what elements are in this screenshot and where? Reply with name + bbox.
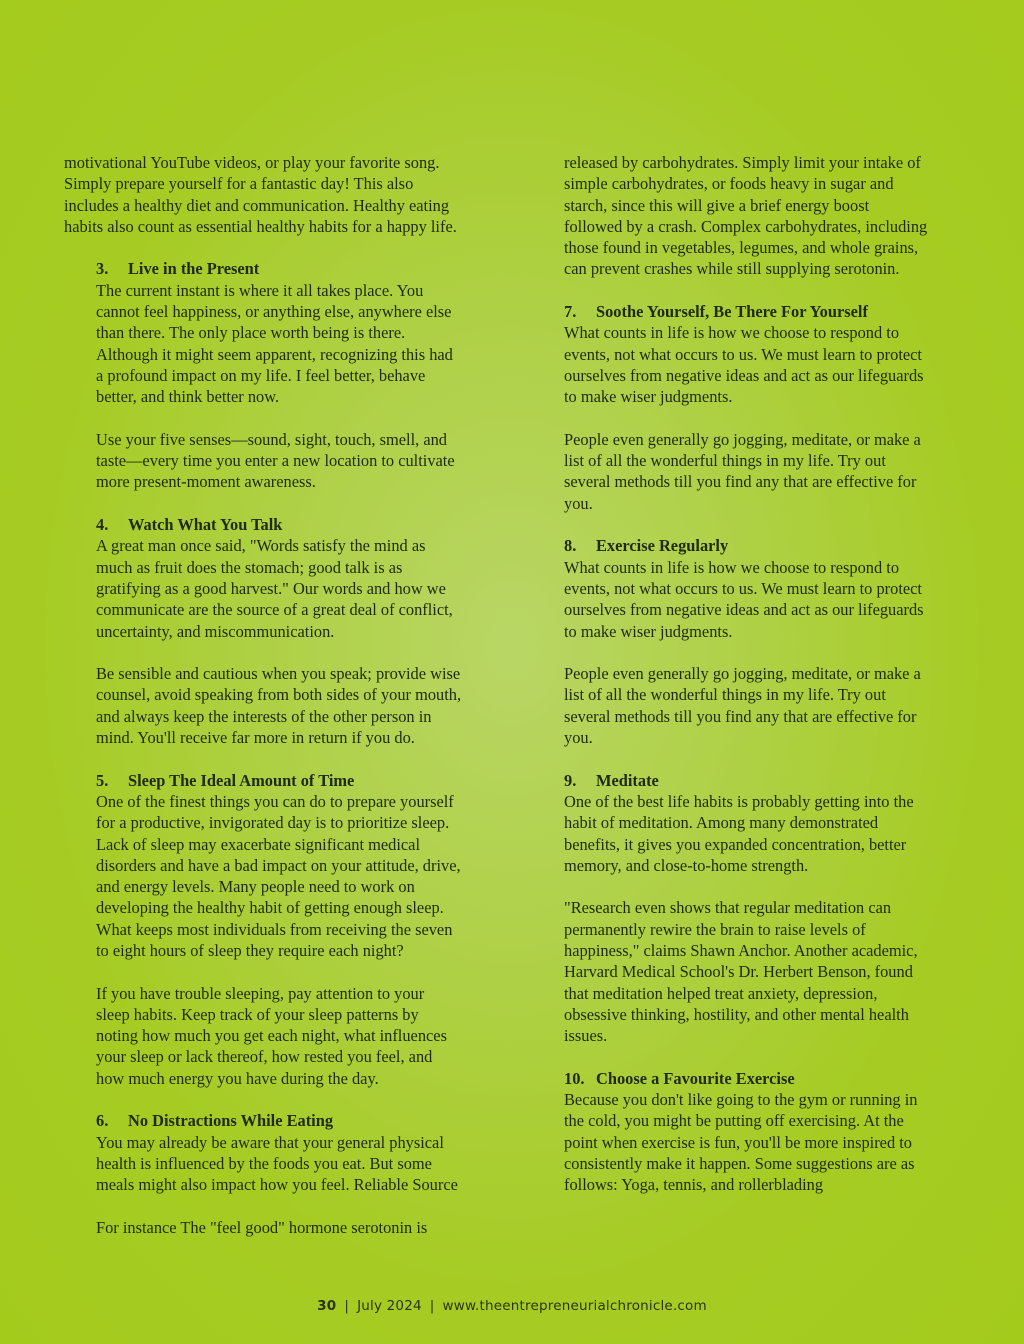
section-paragraph: Be sensible and cautious when you speak; provide wise counsel, avoid speaking from both sides of your mouth, and always keep the interests of the other person in mind. You'll receive far more in return if you do. <box>96 664 462 748</box>
page-footer <box>0 1298 1024 1314</box>
section-favourite-exercise <box>564 1068 964 1196</box>
footer-separator: | <box>344 1298 350 1314</box>
section-paragraph: Use your five senses—sound, sight, touch, smell, and taste—every time you enter a new location to cultivate more present-moment awareness. <box>96 429 455 492</box>
section-paragraph: What counts in life is how we choose to respond to events, not what occurs to us. We must learn to protect ourselves from negative ideas and act as our lifeguards to make wiser judgments. <box>564 323 924 407</box>
intro-paragraph: released by carbohydrates. Simply limit your intake of simple carbohydrates, or foods heavy in sugar and starch, since this will give a brief energy boost followed by a crash. Complex carbohydrates, including those found in vegetables, legumes, and whole grains, can prevent crashes while still supplying serotonin. <box>564 153 928 279</box>
section-paragraph: If you have trouble sleeping, pay attention to your sleep habits. Keep track of your sleep patterns by noting how much you get each night, what influences your sleep or lack thereof, how rested you feel, and how much energy you have during the day. <box>96 983 447 1088</box>
section-paragraph: A great man once said, "Words satisfy the mind as much as fruit does the stomach; good talk is as gratifying as a good harvest." Our words and how we communicate are the source of a great deal of conflict, uncertainty, and miscommunication. <box>96 536 453 641</box>
section-heading: 9. Meditate <box>564 770 659 790</box>
section-watch-what-you-talk <box>64 514 504 748</box>
section-soothe-yourself <box>564 301 964 514</box>
section-paragraph: For instance The "feel good" hormone serotonin is <box>96 1217 428 1237</box>
footer-separator: | <box>429 1298 435 1314</box>
section-paragraph: "Research even shows that regular meditation can permanently rewire the brain to raise levels of happiness," claims Shawn Anchor. Another academic, Harvard Medical School's Dr. Herbert Benson, found that meditation helped treat anxiety, depression, obsessive thinking, hostility, and other mental health issues. <box>564 898 918 1046</box>
website-link[interactable]: www.theentrepreneurialchronicle.com <box>442 1298 707 1314</box>
section-heading: 10. Choose a Favourite Exercise <box>564 1068 795 1088</box>
section-meditate <box>564 770 964 1047</box>
section-heading: 6. No Distractions While Eating <box>96 1111 334 1131</box>
section-paragraph: The current instant is where it all takes place. You cannot feel happiness, or anything else, anywhere else than there. The only place worth being is there. Although it might seem apparent, recognizing this had a profound impact on my life. I feel better, behave better, and think better now. <box>96 280 453 407</box>
section-paragraph: You may already be aware that your general physical health is influenced by the foods you eat. But some meals might also impact how you feel. Reliable Source <box>96 1132 458 1195</box>
section-paragraph: One of the best life habits is probably getting into the habit of meditation. Among many demonstrated benefits, it gives you expanded concentration, better memory, and close-to-home strength. <box>564 791 914 875</box>
section-paragraph: Because you don't like going to the gym or running in the cold, you might be putting off exercising. At the point when exercise is fun, you'll be more inspired to consistently make it happen. Some suggestions are as follows: Yoga, tennis, and rollerblading <box>564 1090 918 1195</box>
issue-date: July 2024 <box>357 1298 422 1314</box>
page-number: 30 <box>317 1298 337 1314</box>
left-column <box>64 152 504 1238</box>
section-heading: 8. Exercise Regularly <box>564 536 729 556</box>
section-paragraph: What counts in life is how we choose to respond to events, not what occurs to us. We must learn to protect ourselves from negative ideas and act as our lifeguards to make wiser judgments. <box>564 557 924 641</box>
section-sleep <box>64 770 504 1089</box>
section-paragraph: One of the finest things you can do to prepare yourself for a productive, invigorated day is to prioritize sleep. Lack of sleep may exacerbate significant medical disorders and have a bad impact on your attitude, drive, and energy levels. Many people need to work on developing the healthy habit of getting enough sleep. What keeps most individuals from receiving the seven to eight hours of sleep they require each night? <box>96 791 461 960</box>
right-column <box>564 152 964 1196</box>
section-no-distractions <box>64 1110 504 1238</box>
section-paragraph: People even generally go jogging, meditate, or make a list of all the wonderful things in my life. Try out several methods till you find any that are effective for you. <box>564 664 921 748</box>
section-heading: 4. Watch What You Talk <box>96 515 283 535</box>
section-live-in-the-present <box>64 258 504 492</box>
section-heading: 7. Soothe Yourself, Be There For Yourself <box>564 302 868 322</box>
section-heading: 3. Live in the Present <box>96 259 260 279</box>
intro-paragraph: motivational YouTube videos, or play your favorite song. Simply prepare yourself for a fantastic day! This also includes a healthy diet and communication. Healthy eating habits also count as essential healthy habits for a happy life. <box>64 153 457 236</box>
section-paragraph: People even generally go jogging, meditate, or make a list of all the wonderful things in my life. Try out several methods till you find any that are effective for you. <box>564 429 921 513</box>
section-exercise-regularly <box>564 535 964 748</box>
section-heading: 5. Sleep The Ideal Amount of Time <box>96 770 355 790</box>
